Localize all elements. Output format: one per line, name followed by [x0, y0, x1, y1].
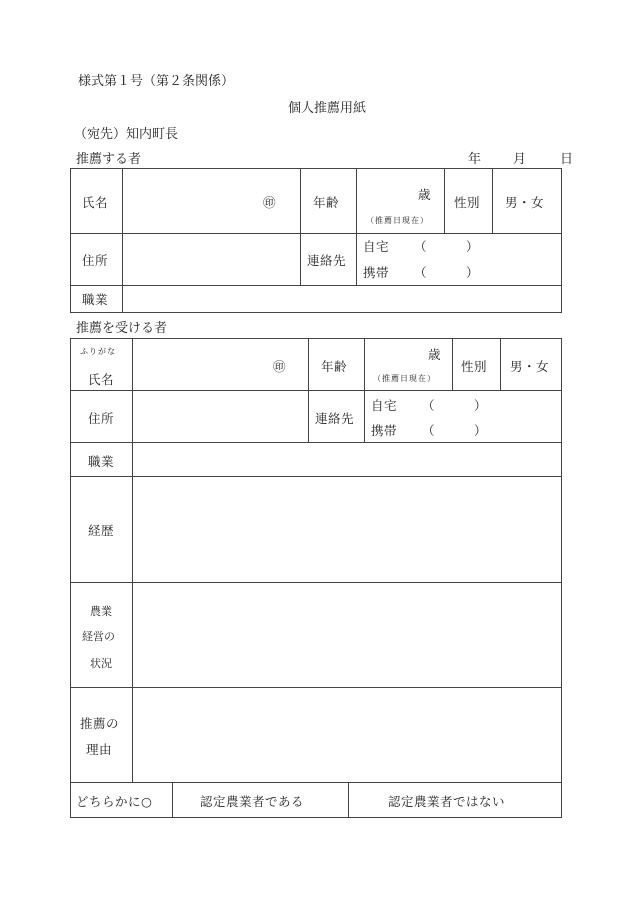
recommender-home-label: 自宅 [363, 239, 390, 254]
date-day: 日 [560, 152, 574, 167]
recommendee-home-paren-open: （ [422, 398, 436, 413]
recommendee-sex-options: 男・女 [510, 359, 550, 374]
farm-status-label-2: 経営の [82, 630, 115, 643]
recommendee-sex-label: 性別 [461, 359, 488, 374]
choice-label: どちらかに○ [76, 794, 153, 809]
recommender-mobile-paren-open: （ [414, 265, 428, 280]
recommender-contact-label: 連絡先 [307, 253, 347, 268]
recommender-sex-label: 性別 [454, 195, 481, 210]
recommender-seal: ㊞ [263, 195, 277, 210]
date-month: 月 [513, 152, 527, 167]
recommender-mobile-paren-close: ） [466, 265, 480, 280]
recommendee-career-label: 経歴 [88, 523, 115, 538]
page-title: 個人推薦用紙 [288, 101, 367, 116]
recommendee-name-label: 氏名 [88, 372, 115, 387]
recommendee-age-label: 年齢 [321, 359, 348, 374]
recommendee-age-note: （推薦日現在） [373, 374, 436, 383]
recommender-mobile-label: 携帯 [363, 265, 390, 280]
farm-status-label-3: 状況 [90, 657, 112, 670]
choice-certified[interactable]: 認定農業者である [200, 794, 305, 809]
recommendee-home-paren-close: ） [474, 398, 488, 413]
reason-label-1: 推薦の [80, 716, 120, 731]
recommendee-section-label: 推薦を受ける者 [76, 321, 168, 336]
recommendee-home-label: 自宅 [371, 398, 398, 413]
recommendee-mobile-label: 携帯 [371, 423, 398, 438]
choice-not-certified[interactable]: 認定農業者ではない [388, 794, 506, 809]
recommendee-furigana-label: ふりがな [80, 347, 116, 356]
recommender-age-note: （推薦日現在） [366, 216, 429, 225]
recommendee-mobile-paren-close: ） [474, 423, 488, 438]
recommender-address-label: 住所 [82, 253, 109, 268]
date-year: 年 [468, 152, 482, 167]
recommender-name-label: 氏名 [82, 195, 109, 210]
recommendee-occupation-label: 職業 [88, 454, 115, 469]
recommender-sex-options: 男・女 [505, 195, 545, 210]
recommendee-contact-label: 連絡先 [315, 411, 355, 426]
recommendee-mobile-paren-open: （ [422, 423, 436, 438]
recommender-section-label: 推薦する者 [76, 152, 142, 167]
recommender-age-unit: 歳 [418, 187, 432, 202]
addressee: （宛先）知内町長 [74, 127, 179, 142]
reason-label-2: 理由 [86, 742, 113, 757]
recommendee-seal: ㊞ [273, 359, 287, 374]
recommender-occupation-label: 職業 [82, 292, 109, 307]
recommender-home-paren-open: （ [414, 239, 428, 254]
recommender-home-paren-close: ） [466, 239, 480, 254]
farm-status-label-1: 農業 [90, 605, 112, 618]
recommender-age-label: 年齢 [313, 195, 340, 210]
recommendee-address-label: 住所 [88, 411, 115, 426]
recommendee-age-unit: 歳 [428, 347, 442, 362]
form-number: 様式第１号（第２条関係） [78, 74, 235, 89]
